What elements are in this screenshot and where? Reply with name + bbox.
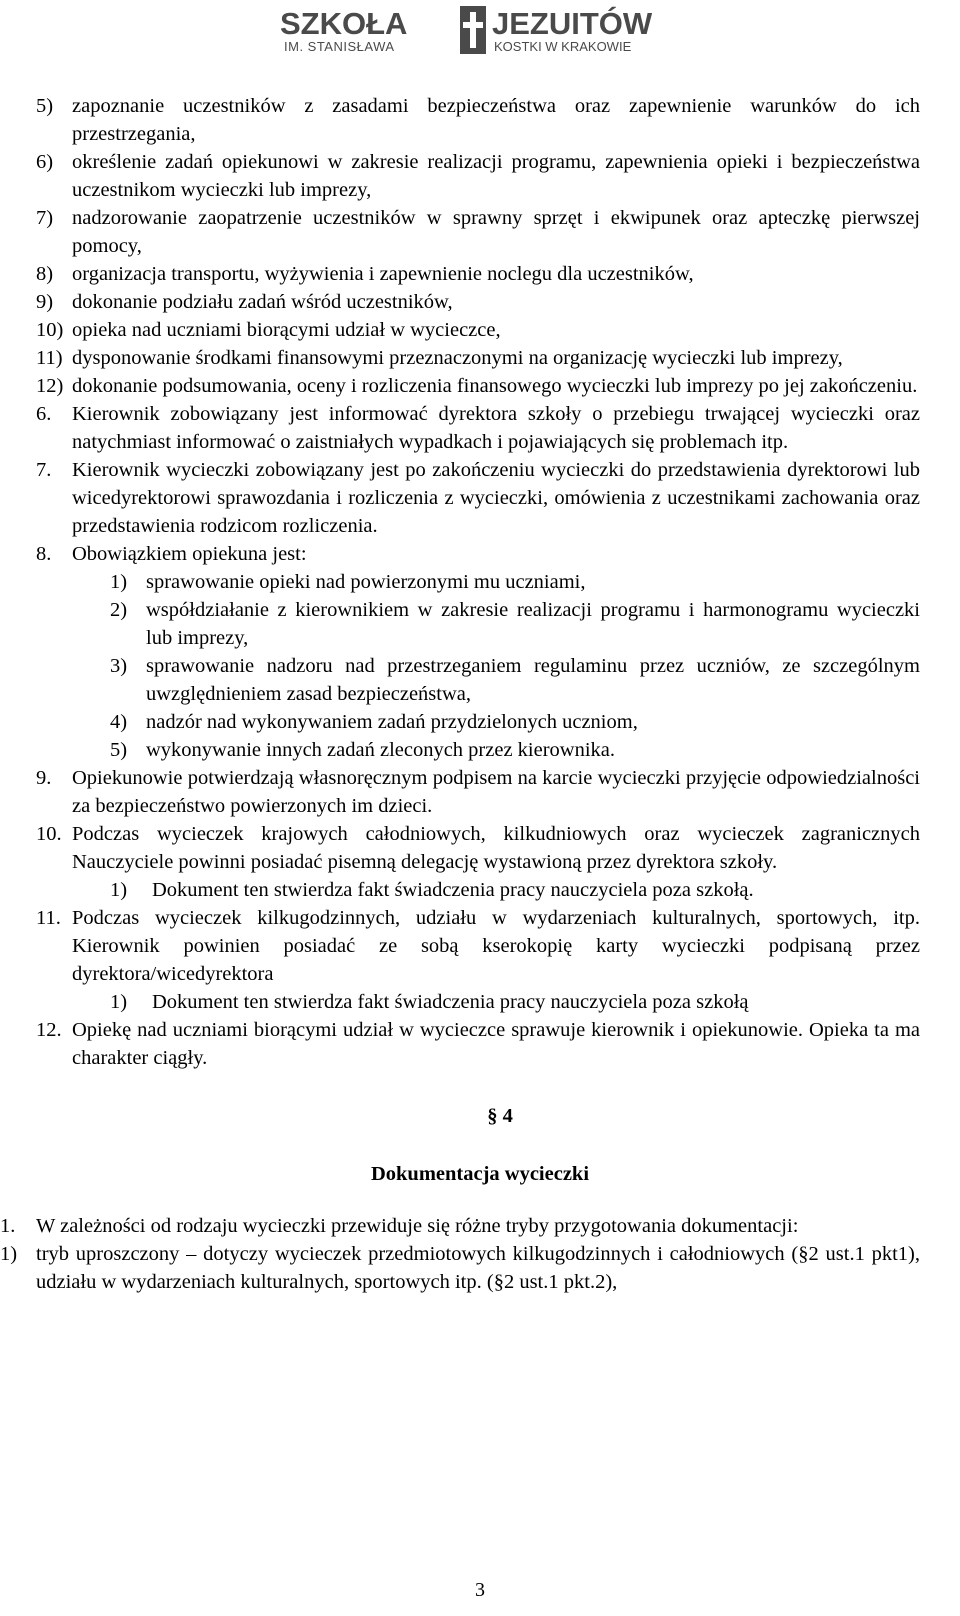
section-mark: § 4 [487,1105,513,1127]
list-number: 6) [36,151,54,173]
item-text: W zależności od rodzaju wycieczki przewiduje się różne tryby przygotowania dokumentacji: [36,1215,799,1237]
list-number: 1) [110,991,128,1013]
list-number: 11) [36,347,63,369]
logo-right-bottom: KOSTKI W KRAKOWIE [494,39,632,54]
list-number: 2) [110,599,128,621]
list-text: sprawowanie opieki nad powierzonymi mu uczniami, [146,571,586,593]
paragraph-item [0,1016,960,1072]
list-item [0,736,960,764]
sub-list-item [0,876,960,904]
list-number: 5) [110,739,128,761]
paragraph-item [0,400,960,456]
list-text: dysponowanie środkami finansowymi przeznaczonymi na organizację wycieczki lub imprezy, [72,347,843,369]
item-text: Kierownik zobowiązany jest informować dyrektora szkoły o przebiegu trwającej wycieczki oraz natychmiast informować o zaistniałych wypadkach i pojawiających się problemach itp. [72,403,920,453]
logo-left-top: SZKOŁA [280,6,408,41]
paragraph-item [0,820,960,876]
document-body [0,92,960,1296]
item-number: 12. [36,1019,62,1041]
list-text: dokonanie podziału zadań wśród uczestników, [72,291,453,313]
list-number: 7) [36,207,54,229]
item-text: Kierownik wycieczki zobowiązany jest po zakończeniu wycieczki do przedstawienia dyrektorowi lub wicedyrektorowi sprawozdania i rozliczenia z wycieczki, omówienia z uczestnikami zachowania oraz przedstawienia rodzicom rozliczenia. [72,459,920,537]
item-number: 10. [36,823,62,845]
paragraph-item [0,456,960,540]
item-number: 8. [36,543,52,565]
sub-list-item [0,988,960,1016]
cross-emblem [460,6,486,54]
item-text: Podczas wycieczek krajowych całodniowych, kilkudniowych oraz wycieczek zagranicznych Nauczyciele powinni posiadać pisemną delegację wystawioną przez dyrektora szkoły. [72,823,920,873]
list-text: nadzorowanie zaopatrzenie uczestników w sprawny sprzęt i ekwipunek oraz apteczkę pierwszej pomocy, [72,207,920,257]
list-item [0,708,960,736]
item-number: 11. [36,907,61,929]
school-logo [278,4,668,56]
list-item [0,652,960,708]
list-text: opieka nad uczniami biorącymi udział w wycieczce, [72,319,501,341]
logo-right-top: JEZUITÓW [492,6,653,41]
list-item [0,372,960,400]
item-text: Podczas wycieczek kilkugodzinnych, udziału w wydarzeniach kulturalnych, sportowych, itp. Kierownik powinien posiadać ze sobą kserokopię karty wycieczki podpisaną przez dyrektora/wicedyrektora [72,907,920,985]
list-item [0,596,960,652]
item-number: 1. [0,1215,16,1237]
item-number: 7. [36,459,52,481]
item-number: 9. [36,767,52,789]
list-number: 1) [110,571,128,593]
list-item [0,344,960,372]
paragraph-item [0,904,960,988]
list-text: określenie zadań opiekunowi w zakresie realizacji programu, zapewnienia opieki i bezpieczeństwa uczestnikom wycieczki lub imprezy, [72,151,920,201]
list-number: 8) [36,263,54,285]
section-title: Dokumentacja wycieczki [370,1163,590,1185]
logo-left-bottom: IM. STANISŁAWA [284,39,395,54]
paragraph-item [0,764,960,820]
list-text: nadzór nad wykonywaniem zadań przydzielonych uczniom, [146,711,638,733]
paragraph-item [0,540,960,568]
list-item [0,288,960,316]
item-text: Opiekę nad uczniami biorącymi udział w wycieczce sprawuje kierownik i opiekunowie. Opieka ta ma charakter ciągły. [72,1019,920,1069]
paragraph-item [0,1212,960,1240]
list-text: współdziałanie z kierownikiem w zakresie realizacji programu i harmonogramu wycieczki lub imprezy, [146,599,920,649]
list-number: 1) [0,1243,18,1265]
list-item [0,260,960,288]
list-number: 5) [36,95,54,117]
school-logo-graphic [278,4,668,56]
list-number: 9) [36,291,54,313]
list-text: organizacja transportu, wyżywienia i zapewnienie noclegu dla uczestników, [72,263,694,285]
page-number: 3 [475,1579,485,1601]
list-number: 3) [110,655,128,677]
list-item [0,204,960,260]
list-text: dokonanie podsumowania, oceny i rozliczenia finansowego wycieczki lub imprezy po jej zakończeniu. [72,375,918,397]
list-item [0,568,960,596]
item-text: Opiekunowie potwierdzają własnoręcznym podpisem na karcie wycieczki przyjęcie odpowiedzialności za bezpieczeństwo powierzonych im dzieci. [72,767,920,817]
list-number: 1) [110,879,128,901]
list-item [0,316,960,344]
list-text: Dokument ten stwierdza fakt świadczenia pracy nauczyciela poza szkołą. [152,879,754,901]
list-number: 4) [110,711,128,733]
list-text: wykonywanie innych zadań zleconych przez kierownika. [146,739,616,761]
list-number: 12) [36,375,64,397]
list-text: sprawowanie nadzoru nad przestrzeganiem regulaminu przez uczniów, ze szczególnym uwzględnieniem zasad bezpieczeństwa, [146,655,920,705]
list-item [0,1240,960,1296]
list-text: zapoznanie uczestników z zasadami bezpieczeństwa oraz zapewnienie warunków do ich przestrzegania, [72,95,920,145]
list-item [0,92,960,148]
list-item [0,148,960,204]
page-header [0,0,960,60]
list-text: Dokument ten stwierdza fakt świadczenia pracy nauczyciela poza szkołą [152,991,749,1013]
item-number: 6. [36,403,52,425]
list-number: 10) [36,319,64,341]
list-text: tryb uproszczony – dotyczy wycieczek przedmiotowych kilkugodzinnych i całodniowych (§2 ust.1 pkt1), udziału w wydarzeniach kulturalnych, sportowych itp. (§2 ust.1 pkt.2), [36,1243,920,1293]
item-text: Obowiązkiem opiekuna jest: [72,543,307,565]
